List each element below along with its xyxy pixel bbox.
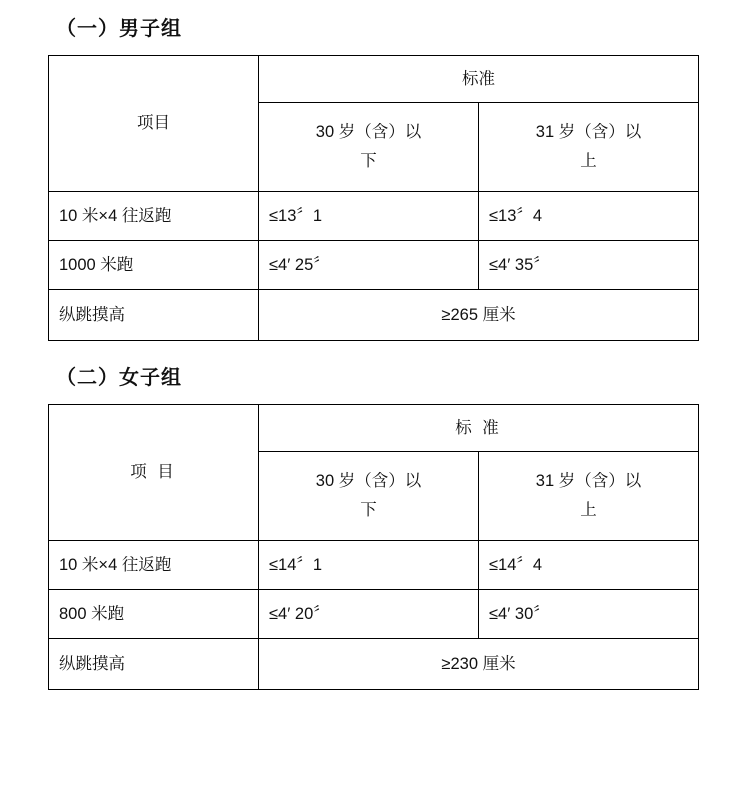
age-group-header-under30 [259,452,479,541]
standards-table-men [48,55,699,341]
table-row [49,192,699,241]
age-group-header-over31 [479,103,699,192]
section-heading-women: （二）女子组 [56,367,182,389]
row-value-shuttle-run-over31: ≤14〞4 [479,541,699,590]
row-item-shuttle-run: 10 米×4 往返跑 [49,541,259,590]
table-row [49,541,699,590]
row-item-vertical-jump: 纵跳摸高 [49,639,259,690]
column-header-standard: 标 准 [259,405,699,452]
row-value-distance-run-over31: ≤4′ 30〞 [479,590,699,639]
row-value-shuttle-run-under30: ≤14〞1 [259,541,479,590]
age-group-under30-line1: 30 岁（含）以 [315,123,422,142]
age-group-header-over31 [479,452,699,541]
column-header-item: 项目 [49,56,259,192]
age-group-under30-line2: 下 [360,501,377,519]
column-header-standard: 标准 [259,56,699,103]
row-value-vertical-jump: ≥265 厘米 [259,290,699,341]
row-value-distance-run-over31: ≤4′ 35〞 [479,241,699,290]
table-row [49,290,699,341]
table-row [49,405,699,452]
row-value-distance-run-under30: ≤4′ 20〞 [259,590,479,639]
age-group-over31-line2: 上 [580,152,597,170]
row-item-shuttle-run: 10 米×4 往返跑 [49,192,259,241]
age-group-under30-line2: 下 [360,152,377,170]
age-group-over31-line1: 31 岁（含）以 [535,472,642,491]
age-group-over31-line1: 31 岁（含）以 [535,123,642,142]
row-item-distance-run: 1000 米跑 [49,241,259,290]
row-value-shuttle-run-over31: ≤13〞4 [479,192,699,241]
row-item-distance-run: 800 米跑 [49,590,259,639]
row-item-vertical-jump: 纵跳摸高 [49,290,259,341]
standards-table-women [48,404,699,690]
column-header-item: 项 目 [49,405,259,541]
table-row [49,56,699,103]
table-row [49,639,699,690]
age-group-over31-line2: 上 [580,501,597,519]
row-value-distance-run-under30: ≤4′ 25〞 [259,241,479,290]
table-row [49,590,699,639]
row-value-shuttle-run-under30: ≤13〞1 [259,192,479,241]
age-group-under30-line1: 30 岁（含）以 [315,472,422,491]
section-heading-men: （一）男子组 [56,18,182,40]
row-value-vertical-jump: ≥230 厘米 [259,639,699,690]
table-row [49,241,699,290]
age-group-header-under30 [259,103,479,192]
